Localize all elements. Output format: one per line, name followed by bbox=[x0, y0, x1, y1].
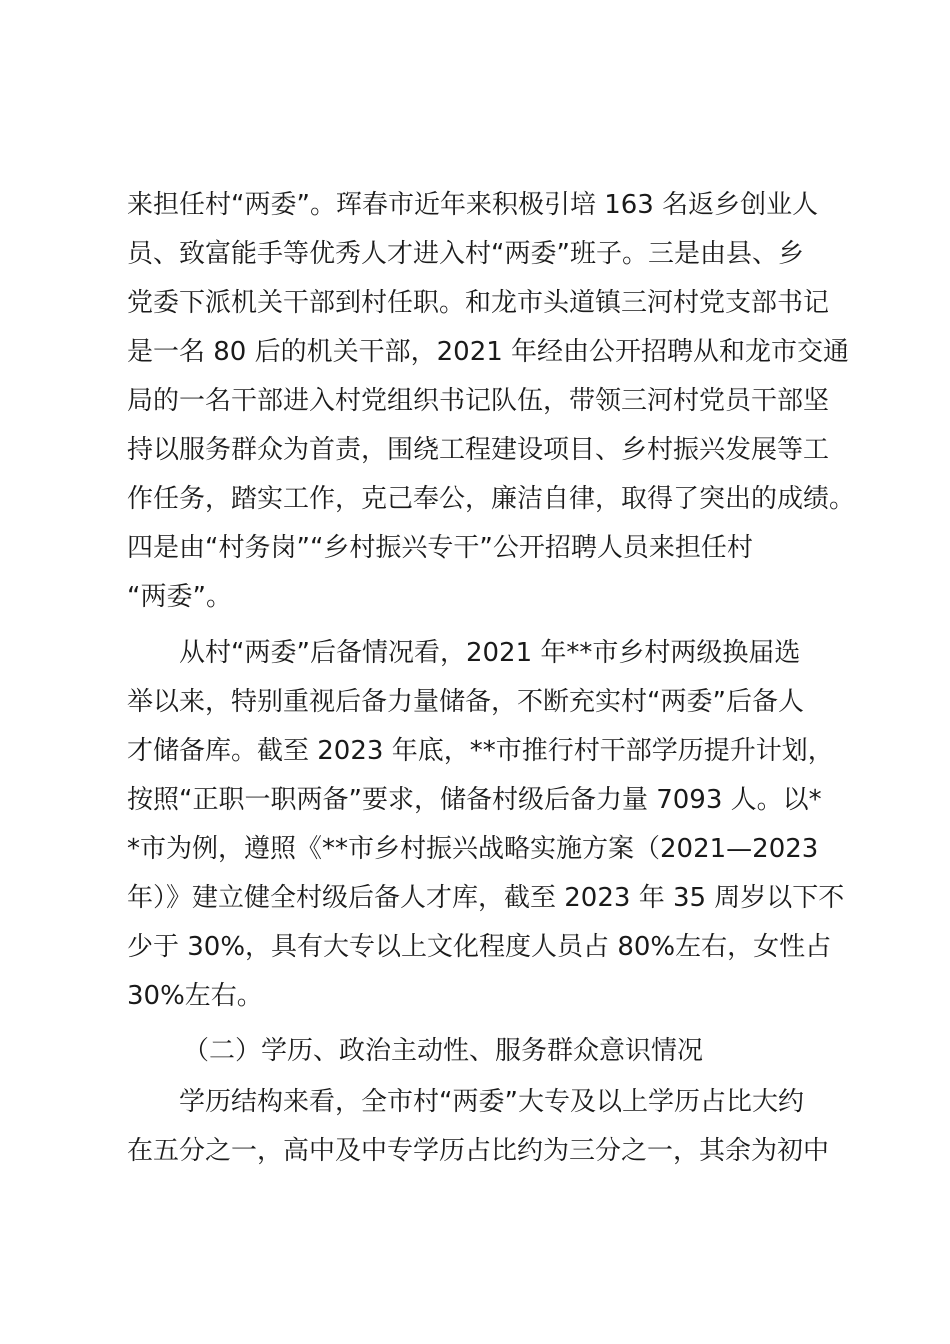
paragraph-line: 在五分之一，高中及中专学历占比约为三分之一，其余为初中 bbox=[127, 1136, 830, 1166]
paragraph-line: 员、致富能手等优秀人才进入村“两委”班子。三是由县、乡 bbox=[127, 239, 804, 269]
section-heading bbox=[127, 1027, 839, 1076]
body-paragraph-3 bbox=[127, 1078, 839, 1176]
paragraph-line: 作任务，踏实工作，克己奉公，廉洁自律，取得了突出的成绩。 bbox=[127, 484, 856, 514]
paragraph-line: 少于 30%，具有大专以上文化程度人员占 80%左右，女性占 bbox=[127, 932, 832, 962]
paragraph-line: 来担任村“两委”。珲春市近年来积极引培 163 名返乡创业人 bbox=[127, 190, 819, 220]
paragraph-line: 党委下派机关干部到村任职。和龙市头道镇三河村党支部书记 bbox=[127, 288, 830, 318]
paragraph-line: *市为例，遵照《**市乡村振兴战略实施方案（2021—2023 bbox=[127, 834, 819, 864]
section-heading-text: （二）学历、政治主动性、服务群众意识情况 bbox=[183, 1036, 704, 1066]
paragraph-line: 举以来，特别重视后备力量储备，不断充实村“两委”后备人 bbox=[127, 687, 804, 717]
paragraph-line: 四是由“村务岗”“乡村振兴专干”公开招聘人员来担任村 bbox=[127, 533, 753, 563]
paragraph-line: 学历结构来看，全市村“两委”大专及以上学历占比大约 bbox=[179, 1087, 804, 1117]
paragraph-line: 30%左右。 bbox=[127, 981, 263, 1011]
body-paragraph-1 bbox=[127, 181, 856, 622]
paragraph-line: 局的一名干部进入村党组织书记队伍，带领三河村党员干部坚 bbox=[127, 386, 830, 416]
paragraph-line: 年）》建立健全村级后备人才库，截至 2023 年 35 周岁以下不 bbox=[127, 883, 845, 913]
paragraph-line: 持以服务群众为首责，围绕工程建设项目、乡村振兴发展等工 bbox=[127, 435, 830, 465]
paragraph-line: 从村“两委”后备情况看，2021 年**市乡村两级换届选 bbox=[179, 638, 801, 668]
paragraph-line: “两委”。 bbox=[127, 582, 232, 612]
paragraph-line: 按照“正职一职两备”要求，储备村级后备力量 7093 人。以* bbox=[127, 785, 822, 815]
body-paragraph-2 bbox=[127, 629, 845, 1021]
paragraph-line: 才储备库。截至 2023 年底，**市推行村干部学历提升计划， bbox=[127, 736, 834, 766]
paragraph-line: 是一名 80 后的机关干部，2021 年经由公开招聘从和龙市交通 bbox=[127, 337, 850, 367]
